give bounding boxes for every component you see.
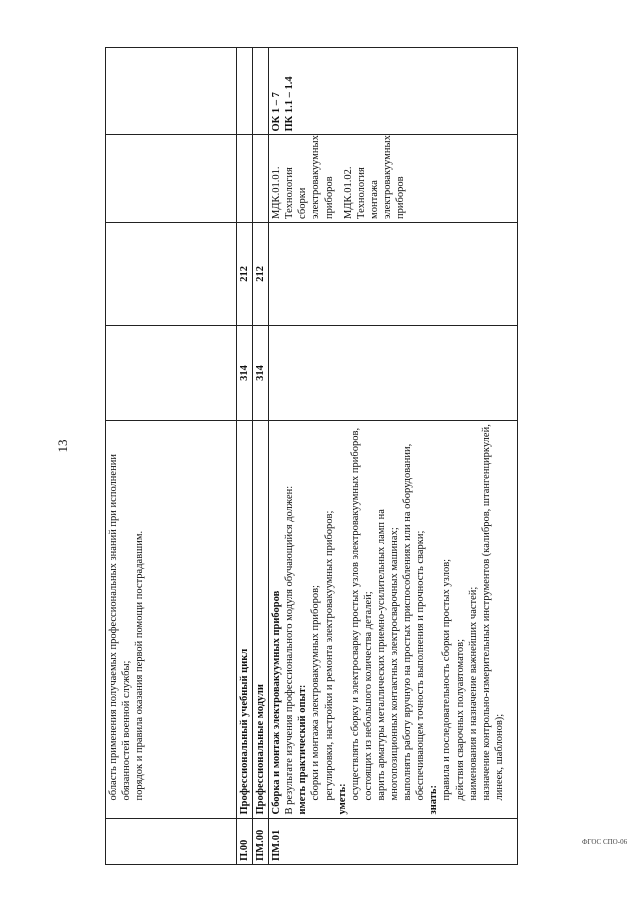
knowledge-item: действия сварочных полуавтоматов; <box>454 638 466 801</box>
experience-item: сборки и монтажа электровакуумных приборов; <box>310 585 322 801</box>
page-number: 13 <box>55 439 70 453</box>
class-hours: 212 <box>237 222 253 325</box>
total-hours: 314 <box>237 325 253 420</box>
module-intro: В результате изучения профессионального модуля обучающийся должен: <box>284 485 296 815</box>
knowledge-item: наименования и назначение важнейших частей; <box>467 586 479 801</box>
competency-code: ПК 1.1 – 1.4 <box>284 76 296 132</box>
rotated-table-area <box>105 47 586 865</box>
cell-competencies <box>253 48 269 135</box>
table-row-p00 <box>237 48 253 865</box>
continuation-line: порядок и правила оказания первой помощи пострадавшим. <box>134 530 146 801</box>
total-hours <box>269 325 518 420</box>
cell-discipline <box>269 135 518 222</box>
cell-total-hours <box>106 325 237 420</box>
table-row-pm00 <box>253 48 269 865</box>
cell-class-hours <box>106 222 237 325</box>
class-hours: 212 <box>253 222 269 325</box>
cell-discipline <box>237 135 253 222</box>
mdk-entry: МДК.01.01. Технология сборки электровакуумных приборов <box>271 135 335 219</box>
row-code: П.00 <box>237 818 253 864</box>
class-hours <box>269 222 518 325</box>
knowledge-item: назначение контрольно-измерительных инструментов (калибров, штангенциркулей, линеек, шаблонов); <box>480 424 505 801</box>
cell-description <box>106 421 237 818</box>
skills-heading: уметь: <box>336 783 348 815</box>
row-title: Профессиональные модули <box>253 421 269 818</box>
table-row-continuation <box>106 48 237 865</box>
document-footer: ФГОС СПО-06 <box>582 838 628 846</box>
module-title: Сборка и монтаж электровакуумных приборов <box>271 590 283 815</box>
cell-discipline <box>253 135 269 222</box>
total-hours: 314 <box>253 325 269 420</box>
cell-competencies <box>269 48 518 135</box>
mdk-entry: МДК.01.02. Технология монтажа электровакуумных приборов <box>342 135 407 219</box>
row-code: ПМ.01 <box>269 818 518 864</box>
continuation-line: область применения получаемых профессиональных знаний при исполнении обязанностей военной службы; <box>108 454 133 801</box>
experience-item: регулировки, настройки и ремонта электровакуумных приборов; <box>323 510 335 801</box>
experience-heading: иметь практический опыт: <box>297 684 309 815</box>
knowledge-heading: знать: <box>428 785 440 815</box>
table-sheet <box>105 47 586 865</box>
skills-item: осуществлять сборку и электросварку простых узлов электровакуумных приборов, состоящих из небольшого количества деталей; <box>349 427 374 801</box>
table-row-pm01 <box>269 48 518 865</box>
cell-competencies <box>237 48 253 135</box>
row-code: ПМ.00 <box>253 818 269 864</box>
module-description <box>269 421 518 818</box>
skills-item: варить арматуры металлических приемно-усилительных ламп на многопозиционных контактных электросварочных машинах; <box>375 509 401 801</box>
cell-competencies <box>106 48 237 135</box>
competency-code: ОК 1 – 7 <box>271 92 283 132</box>
cell-discipline <box>106 135 237 222</box>
curriculum-table <box>105 47 518 865</box>
row-title: Профессиональный учебный цикл <box>237 421 253 818</box>
skills-item: выполнять работу вручную на простых приспособлениях или на оборудовании, обеспечивающем точность выполнения и прочность сварки; <box>402 443 427 801</box>
knowledge-item: правила и последовательность сборки простых узлов; <box>441 558 453 801</box>
cell-code <box>106 818 237 864</box>
